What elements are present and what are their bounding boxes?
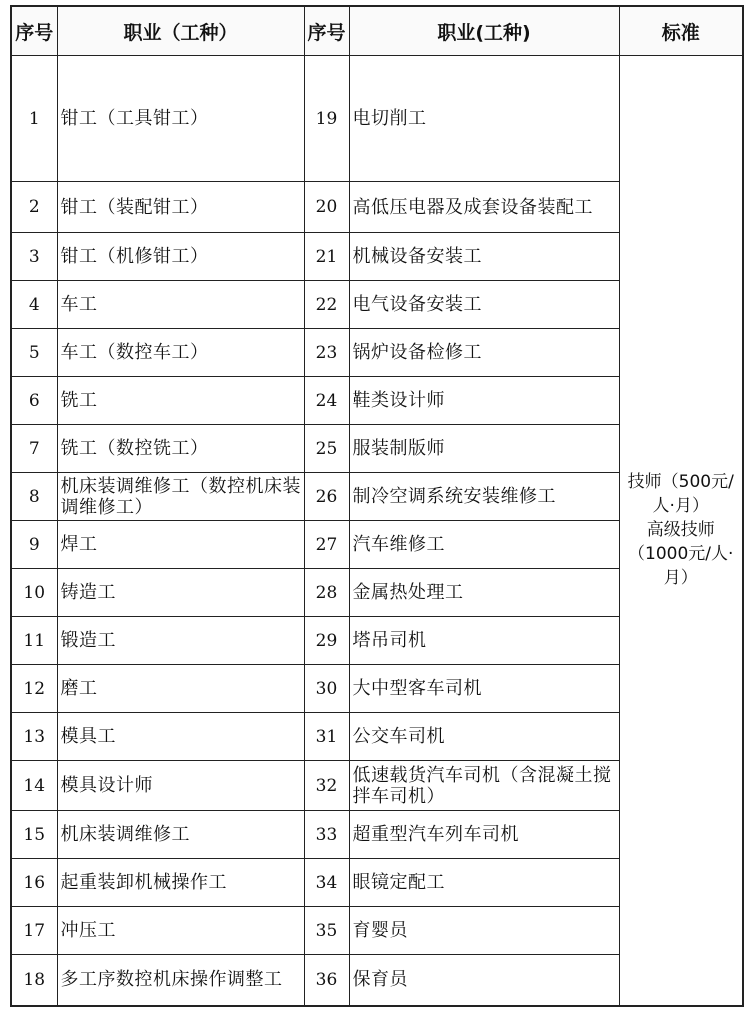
job-cell-left: 车工 (57, 281, 304, 329)
job-cell-right: 服装制版师 (349, 425, 619, 473)
row-number-left: 8 (11, 473, 57, 521)
standard-line: 人·月） (652, 496, 709, 517)
job-cell-right: 育婴员 (349, 907, 619, 955)
header-job-left: 职业（工种） (57, 6, 304, 56)
header-no-left: 序号 (11, 6, 57, 56)
row-number-left: 18 (11, 955, 57, 1006)
row-number-right: 34 (304, 859, 349, 907)
row-number-right: 19 (304, 56, 349, 182)
standard-line: 月） (663, 568, 698, 589)
job-cell-right: 汽车维修工 (349, 521, 619, 569)
job-cell-left: 机床装调维修工（数控机床装调维修工） (57, 473, 304, 521)
job-cell-left: 起重装卸机械操作工 (57, 859, 304, 907)
job-cell-left: 钳工（工具钳工） (57, 56, 304, 182)
job-cell-right: 眼镜定配工 (349, 859, 619, 907)
row-number-left: 7 (11, 425, 57, 473)
row-number-right: 28 (304, 569, 349, 617)
job-cell-right: 保育员 (349, 955, 619, 1006)
standard-line: 技师（500元/ (627, 472, 734, 493)
job-cell-right: 电切削工 (349, 56, 619, 182)
row-number-right: 26 (304, 473, 349, 521)
subsidy-table (10, 5, 744, 1007)
header-standard: 标准 (619, 6, 743, 56)
row-number-right: 36 (304, 955, 349, 1006)
row-number-left: 16 (11, 859, 57, 907)
row-number-right: 32 (304, 761, 349, 811)
job-cell-left: 铣工 (57, 377, 304, 425)
job-cell-left: 锻造工 (57, 617, 304, 665)
job-cell-right: 机械设备安装工 (349, 233, 619, 281)
job-cell-right: 锅炉设备检修工 (349, 329, 619, 377)
row-number-left: 17 (11, 907, 57, 955)
job-cell-right: 电气设备安装工 (349, 281, 619, 329)
row-number-right: 27 (304, 521, 349, 569)
row-number-right: 21 (304, 233, 349, 281)
job-cell-left: 车工（数控车工） (57, 329, 304, 377)
standard-line: 高级技师 (646, 520, 715, 541)
row-number-right: 25 (304, 425, 349, 473)
job-cell-right: 低速载货汽车司机（含混凝土搅拌车司机） (349, 761, 619, 811)
row-number-left: 10 (11, 569, 57, 617)
job-cell-left: 多工序数控机床操作调整工 (57, 955, 304, 1006)
row-number-right: 30 (304, 665, 349, 713)
job-cell-right: 公交车司机 (349, 713, 619, 761)
job-cell-left: 钳工（装配钳工） (57, 182, 304, 233)
table-row (11, 56, 743, 182)
row-number-left: 11 (11, 617, 57, 665)
job-cell-right: 塔吊司机 (349, 617, 619, 665)
row-number-left: 14 (11, 761, 57, 811)
row-number-left: 2 (11, 182, 57, 233)
row-number-right: 31 (304, 713, 349, 761)
header-row (11, 6, 743, 56)
row-number-left: 9 (11, 521, 57, 569)
row-number-right: 35 (304, 907, 349, 955)
job-cell-right: 金属热处理工 (349, 569, 619, 617)
job-cell-left: 焊工 (57, 521, 304, 569)
job-cell-left: 铸造工 (57, 569, 304, 617)
row-number-left: 4 (11, 281, 57, 329)
header-no-right: 序号 (304, 6, 349, 56)
row-number-left: 13 (11, 713, 57, 761)
job-cell-right: 鞋类设计师 (349, 377, 619, 425)
job-cell-left: 铣工（数控铣工） (57, 425, 304, 473)
row-number-left: 1 (11, 56, 57, 182)
job-cell-left: 模具设计师 (57, 761, 304, 811)
job-cell-left: 冲压工 (57, 907, 304, 955)
job-cell-left: 模具工 (57, 713, 304, 761)
row-number-left: 12 (11, 665, 57, 713)
row-number-left: 3 (11, 233, 57, 281)
job-cell-right: 超重型汽车列车司机 (349, 811, 619, 859)
job-cell-left: 机床装调维修工 (57, 811, 304, 859)
row-number-right: 20 (304, 182, 349, 233)
job-cell-right: 制冷空调系统安装维修工 (349, 473, 619, 521)
job-cell-right: 大中型客车司机 (349, 665, 619, 713)
header-job-right: 职业(工种) (349, 6, 619, 56)
row-number-right: 23 (304, 329, 349, 377)
row-number-right: 33 (304, 811, 349, 859)
row-number-left: 5 (11, 329, 57, 377)
job-cell-left: 钳工（机修钳工） (57, 233, 304, 281)
row-number-left: 15 (11, 811, 57, 859)
job-cell-right: 高低压电器及成套设备装配工 (349, 182, 619, 233)
standard-cell (619, 56, 743, 1006)
row-number-right: 22 (304, 281, 349, 329)
job-cell-left: 磨工 (57, 665, 304, 713)
row-number-right: 24 (304, 377, 349, 425)
row-number-right: 29 (304, 617, 349, 665)
standard-line: （1000元/人· (628, 544, 734, 565)
row-number-left: 6 (11, 377, 57, 425)
